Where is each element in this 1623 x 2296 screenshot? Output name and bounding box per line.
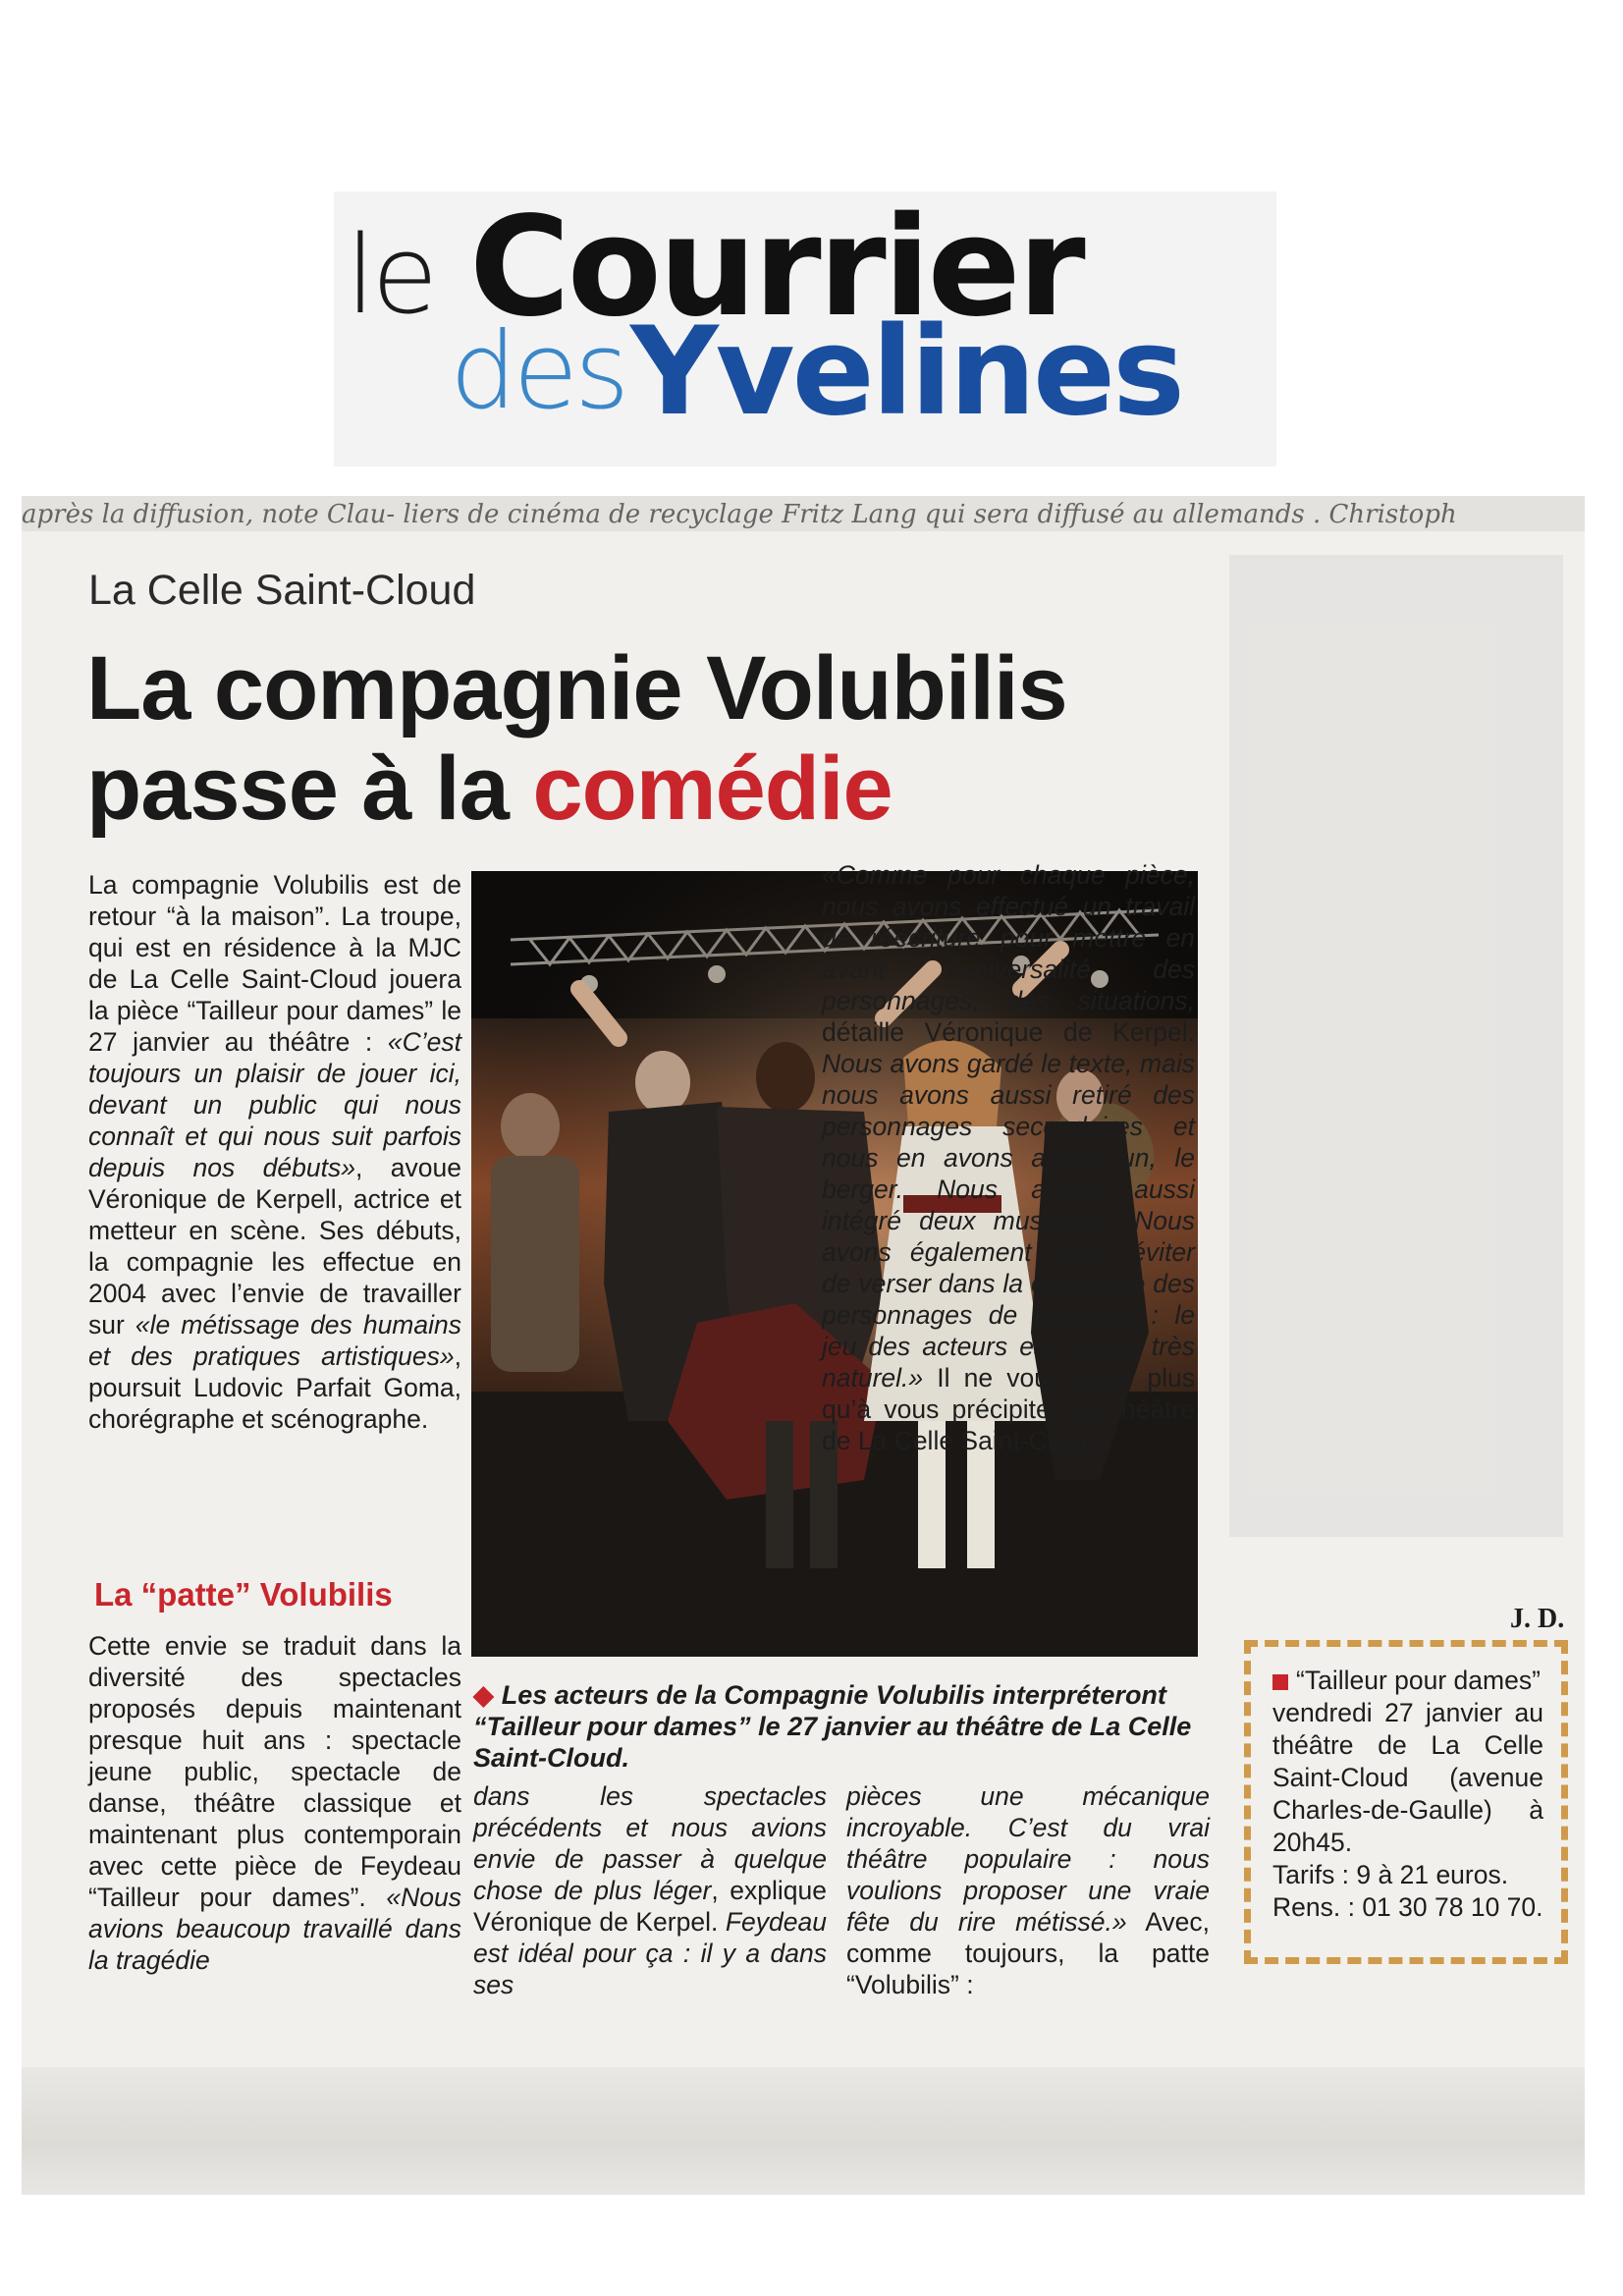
author-signature: J. D.	[1510, 1604, 1565, 1634]
quote-run: «Nous avions beaucoup travaillé dans la tragédie	[88, 1883, 461, 1975]
masthead-logo	[334, 188, 1276, 466]
caption-diamond-icon: ◆	[473, 1680, 494, 1710]
infobox-title-line	[1272, 1665, 1543, 1697]
previous-article-strip	[22, 496, 1585, 531]
headline-line-2-text: passe à la	[86, 738, 533, 839]
text-run: Cette envie se traduit dans la diversité des spectacles proposés depuis maintenant presque huit ans : spectacle jeune public, spectacle de danse, théâtre classique et maintenant plus contemporain avec cette pièce de Feydeau “Tailleur pour dames”.	[88, 1631, 461, 1912]
locality-label: La Celle Saint-Cloud	[88, 567, 476, 614]
right-column	[822, 859, 1195, 1456]
red-square-icon	[1272, 1674, 1288, 1690]
caption-text: Les acteurs de la Compagnie Volubilis interpréteront “Tailleur pour dames” le 27 janvier au théâtre de La Celle Saint-Cloud.	[473, 1680, 1192, 1773]
headline-accent-word: comédie	[532, 738, 893, 839]
headline	[86, 638, 1067, 839]
left-column-paragraph	[88, 869, 461, 1435]
text-run: Avec, comme toujours, la patte “Volubilis” :	[846, 1907, 1210, 1999]
quote-run: Feydeau est idéal pour ça : il y a dans ses	[473, 1907, 827, 1999]
text-run: , explique Véronique de Kerpel.	[473, 1876, 827, 1937]
infobox-prices: Tarifs : 9 à 21 euros.	[1272, 1860, 1509, 1889]
middle-column-1-paragraph	[473, 1780, 827, 2000]
previous-article-text: après la diffusion, note Clau- liers de cinéma de recyclage Fritz Lang qui sera diffusé au allemands . Christoph	[22, 500, 1457, 529]
left-column	[88, 869, 461, 1435]
masthead-le: le	[346, 212, 435, 338]
paper-fold-bottom	[22, 2067, 1585, 2195]
text-run: , poursuit Ludovic Parfait Goma, chorégraphe et scénographe.	[88, 1341, 461, 1434]
section-subhead: La “patte” Volubilis	[94, 1576, 393, 1613]
left-column-continued	[88, 1630, 461, 1976]
text-run: détaille Véronique de Kerpel.	[822, 1017, 1195, 1047]
infobox-title: “Tailleur pour dames”	[1296, 1666, 1541, 1695]
quote-run: pièces une mécanique incroyable. C’est du vrai théâtre populaire : nous voulions proposer une vraie fête du rire métissé.»	[846, 1781, 1210, 1937]
quote-run: «Comme pour chaque pièce, nous avons effectué un travail de réécriture pour mettre en avant l’universalité des personnages, des situations,	[822, 860, 1195, 1015]
newspaper-clipping	[22, 496, 1585, 2195]
text-run: La compagnie Volubilis est de retour “à la maison”. La troupe, qui est en résidence à la MJC de La Celle Saint-Cloud jouera la pièce “Tailleur pour dames” le 27 janvier au théâtre :	[88, 870, 461, 1057]
text-run: Il ne vous reste plus qu’à vous précipiter au théâtre de La Celle Saint-Cloud !	[822, 1363, 1195, 1455]
headline-line-1: La compagnie Volubilis	[86, 638, 1067, 738]
headline-line-2	[86, 738, 1067, 839]
event-info-box	[1244, 1640, 1568, 1964]
middle-column-2	[846, 1780, 1210, 2000]
infobox-contact: Rens. : 01 30 78 10 70.	[1272, 1892, 1543, 1922]
quote-run: Nous avons gardé le texte, mais nous avons aussi retiré des personnages secondaires et nous en avons ajouté un, le berger. Nous avons aussi intégré deux musiciens. Nous avons également voulu éviter de verser dans la caricature des personnages de Feydeau : le jeu des acteurs est épuré, très naturel.»	[822, 1049, 1195, 1393]
quote-run: dans les spectacles précédents et nous avions envie de passer à quelque chose de plus léger	[473, 1781, 827, 1905]
masthead-des: des	[450, 310, 626, 433]
middle-column-2-paragraph	[846, 1780, 1210, 2000]
masthead-yvelines: Yvelines	[630, 301, 1182, 443]
quote-run: «C’est toujours un plaisir de jouer ici, devant un public qui nous connaît et qui nous suit parfois depuis nos débuts»	[88, 1027, 461, 1182]
masthead-courrier: Courrier	[469, 188, 1083, 348]
left-column-2-paragraph	[88, 1630, 461, 1976]
page-bleed-through	[1229, 555, 1563, 1537]
infobox-details: vendredi 27 janvier au théâtre de La Celle Saint-Cloud (avenue Charles-de-Gaulle) à 20h45.	[1272, 1698, 1543, 1857]
photo-caption	[473, 1679, 1219, 1774]
text-run: , avoue Véronique de Kerpell, actrice et metteur en scène. Ses débuts, la compagnie les effectue en 2004 avec l’envie de travailler sur	[88, 1153, 462, 1339]
right-column-paragraph	[822, 859, 1195, 1456]
middle-column-1	[473, 1780, 827, 2000]
quote-run: «le métissage des humains et des pratiques artistiques»	[88, 1310, 461, 1371]
